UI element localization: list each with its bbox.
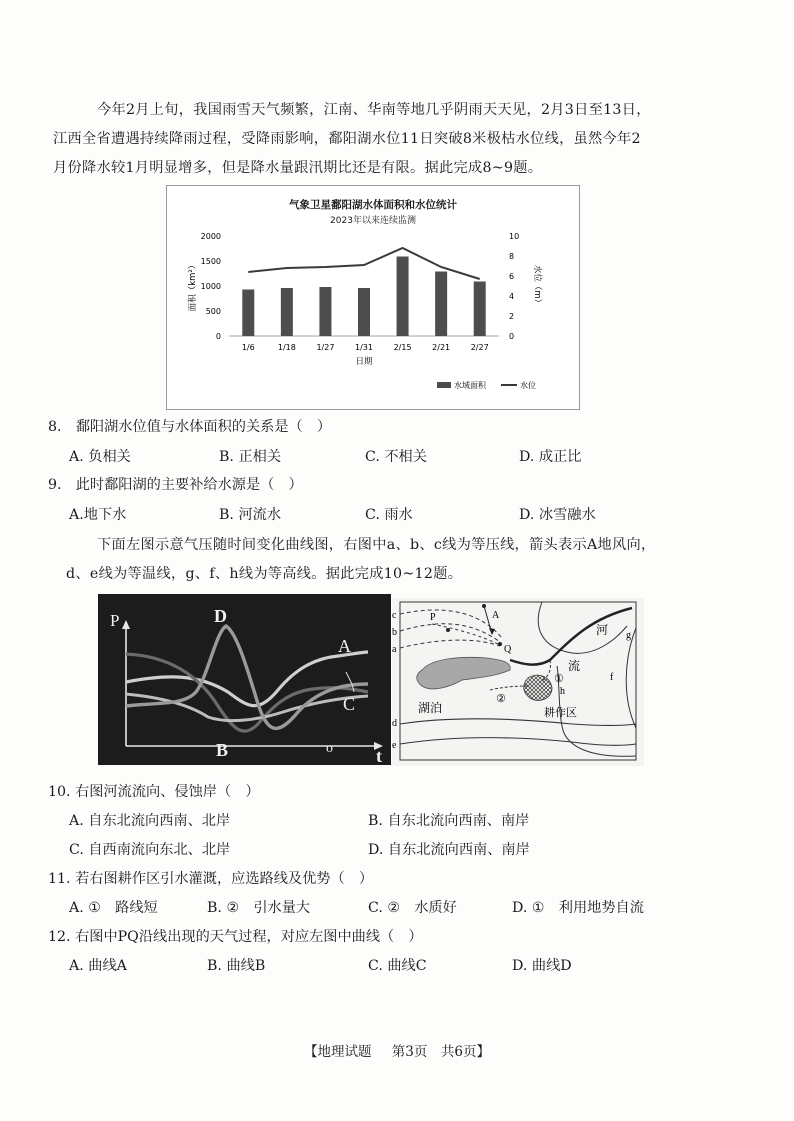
label-a: a bbox=[392, 644, 397, 655]
chart-bar bbox=[242, 290, 254, 337]
isotherm-e bbox=[400, 738, 636, 746]
q10-option-c[interactable]: C. 自西南流向东北、北岸 bbox=[69, 842, 231, 858]
lake bbox=[417, 657, 511, 689]
chart-bar bbox=[397, 257, 409, 337]
chart-left-tick-label: 500 bbox=[205, 307, 221, 316]
chart-left-tick-label: 1500 bbox=[200, 257, 221, 266]
isobar-b bbox=[400, 624, 500, 642]
chart-bar bbox=[435, 272, 447, 337]
point-a bbox=[482, 604, 486, 608]
label-origin: o bbox=[326, 741, 333, 756]
label-river-he: 河 bbox=[596, 623, 609, 637]
footer-subject: 【地理试题 bbox=[304, 1044, 372, 1060]
chart-x-tick-label: 2/27 bbox=[470, 343, 489, 352]
label-c: C bbox=[343, 694, 356, 714]
chart-right-tick-label: 6 bbox=[509, 272, 515, 281]
pressure-curve-figure bbox=[98, 594, 391, 765]
chart-x-tick-label: 1/18 bbox=[277, 343, 296, 352]
chart-bar bbox=[358, 288, 370, 336]
chart-x-tick-label: 1/31 bbox=[355, 343, 373, 352]
chart-x-tick-label: 1/6 bbox=[241, 343, 255, 352]
map-figure bbox=[392, 598, 644, 766]
river bbox=[510, 608, 632, 665]
q9-option-d[interactable]: D. 冰雪融水 bbox=[519, 507, 596, 523]
wind-arrowhead bbox=[489, 628, 495, 635]
q10-option-b[interactable]: B. 自东北流向西南、南岸 bbox=[368, 813, 530, 829]
q12-option-d[interactable]: D. 曲线D bbox=[512, 958, 572, 974]
point-q bbox=[498, 642, 502, 646]
q11-option-b[interactable]: B. ② 引水量大 bbox=[207, 900, 311, 916]
q12-option-a[interactable]: A. 曲线A bbox=[69, 958, 127, 974]
label-Q: Q bbox=[504, 644, 512, 655]
question-8-stem: 8. 鄱阳湖水位值与水体面积的关系是（ ） bbox=[48, 419, 332, 435]
intro-line-3: 月份降水较1月明显增多，但是降水量跟汛期比还是有限。据此完成8~9题。 bbox=[53, 160, 543, 176]
label-c: c bbox=[392, 610, 397, 621]
chart-left-tick-label: 1000 bbox=[200, 282, 221, 291]
chart-left-tick-label: 0 bbox=[215, 332, 221, 341]
label-river-liu: 流 bbox=[568, 659, 581, 673]
q11-option-c[interactable]: C. ② 水质好 bbox=[368, 900, 457, 916]
label-A: A bbox=[492, 610, 500, 621]
y-axis-arrow bbox=[122, 620, 130, 629]
label-d: d bbox=[392, 718, 397, 729]
chart-x-tick-label: 2/21 bbox=[432, 343, 451, 352]
page-footer bbox=[0, 1040, 794, 1060]
contour-top bbox=[538, 602, 627, 653]
q8-option-d[interactable]: D. 成正比 bbox=[519, 449, 582, 465]
chart-right-tick-label: 8 bbox=[509, 252, 515, 261]
legend-bar-label: 水域面积 bbox=[454, 381, 486, 390]
q10-option-d[interactable]: D. 自东北流向西南、南岸 bbox=[368, 842, 530, 858]
legend-line-label: 水位 bbox=[520, 381, 536, 390]
q8-option-a[interactable]: A. 负相关 bbox=[69, 449, 131, 465]
label-e: e bbox=[392, 740, 397, 751]
q9-option-c[interactable]: C. 雨水 bbox=[365, 507, 413, 523]
lake-chart bbox=[166, 185, 580, 410]
label-b: B bbox=[216, 740, 229, 760]
label-f: f bbox=[610, 672, 614, 683]
chart-right-tick-label: 10 bbox=[509, 232, 520, 241]
question-12-stem: 12. 右图中PQ沿线出现的天气过程，对应左图中曲线（ ） bbox=[48, 929, 423, 945]
q9-option-a[interactable]: A.地下水 bbox=[69, 507, 127, 523]
label-b: b bbox=[392, 627, 397, 638]
chart-x-tick-label: 2/15 bbox=[393, 343, 412, 352]
chart-bar bbox=[474, 282, 486, 337]
chart-right-tick-label: 4 bbox=[509, 292, 515, 301]
chart-bar bbox=[281, 288, 293, 336]
q12-option-c[interactable]: C. 曲线C bbox=[368, 958, 427, 974]
isotherm-d bbox=[400, 719, 636, 726]
label-farmland: 耕作区 bbox=[544, 706, 577, 719]
chart-right-tick-label: 0 bbox=[509, 332, 515, 341]
farmland-area bbox=[524, 675, 552, 700]
intro2-line-1: 下面左图示意气压随时间变化曲线图，右图中a、b、c线为等压线，箭头表示A地风向， bbox=[97, 537, 656, 553]
contour-f bbox=[626, 628, 636, 728]
q10-option-a[interactable]: A. 自东北流向西南、北岸 bbox=[69, 813, 231, 829]
label-t: t bbox=[376, 746, 382, 765]
label-d: D bbox=[214, 606, 227, 626]
question-11-stem: 11. 若右图耕作区引水灌溉，应选路线及优势（ ） bbox=[48, 871, 374, 887]
chart-plot bbox=[167, 186, 579, 409]
label-g: g bbox=[626, 630, 631, 641]
chart-left-axis-title: 面积（km²） bbox=[188, 260, 198, 312]
q8-option-c[interactable]: C. 不相关 bbox=[365, 449, 427, 465]
legend-bar-swatch bbox=[437, 382, 451, 388]
label-h: h bbox=[560, 686, 565, 697]
label-p: P bbox=[110, 611, 120, 630]
intro-line-2: 江西全省遭遇持续降雨过程，受降雨影响，鄱阳湖水位11日突破8米极枯水位线，虽然今年2 bbox=[53, 131, 641, 147]
intro-line-1: 今年2月上旬，我国雨雪天气频繁，江南、华南等地几乎阴雨天天见，2月3日至13日， bbox=[97, 102, 651, 118]
label-lake: 湖泊 bbox=[418, 701, 443, 715]
isobar-a bbox=[400, 640, 500, 648]
chart-right-axis-title: 水位（m） bbox=[532, 264, 542, 308]
label-a: A bbox=[338, 636, 351, 656]
point-p bbox=[446, 628, 450, 632]
q11-option-d[interactable]: D. ① 利用地势自流 bbox=[512, 900, 644, 916]
chart-left-tick-label: 2000 bbox=[200, 232, 221, 241]
label-P: P bbox=[430, 612, 436, 623]
q8-option-b[interactable]: B. 正相关 bbox=[219, 449, 282, 465]
chart-subtitle: 2023年以来连续监测 bbox=[330, 216, 416, 226]
intro2-line-2: d、e线为等温线，g、f、h线为等高线。据此完成10~12题。 bbox=[66, 566, 463, 582]
q12-option-b[interactable]: B. 曲线B bbox=[207, 958, 266, 974]
q11-option-a[interactable]: A. ① 路线短 bbox=[69, 900, 158, 916]
label-route-2: ② bbox=[496, 692, 506, 705]
chart-title: 气象卫星鄱阳湖水体面积和水位统计 bbox=[289, 199, 457, 211]
chart-bar bbox=[319, 287, 331, 336]
footer-page-number: 第3页 共6页】 bbox=[391, 1044, 490, 1060]
q9-option-b[interactable]: B. 河流水 bbox=[219, 507, 282, 523]
chart-x-axis-title: 日期 bbox=[355, 357, 373, 367]
label-route-1: ① bbox=[554, 672, 564, 685]
chart-x-tick-label: 1/27 bbox=[316, 343, 335, 352]
question-10-stem: 10. 右图河流流向、侵蚀岸（ ） bbox=[48, 784, 260, 800]
chart-right-tick-label: 2 bbox=[509, 312, 515, 321]
curve-c bbox=[126, 694, 368, 721]
question-9-stem: 9. 此时鄱阳湖的主要补给水源是（ ） bbox=[48, 477, 303, 493]
